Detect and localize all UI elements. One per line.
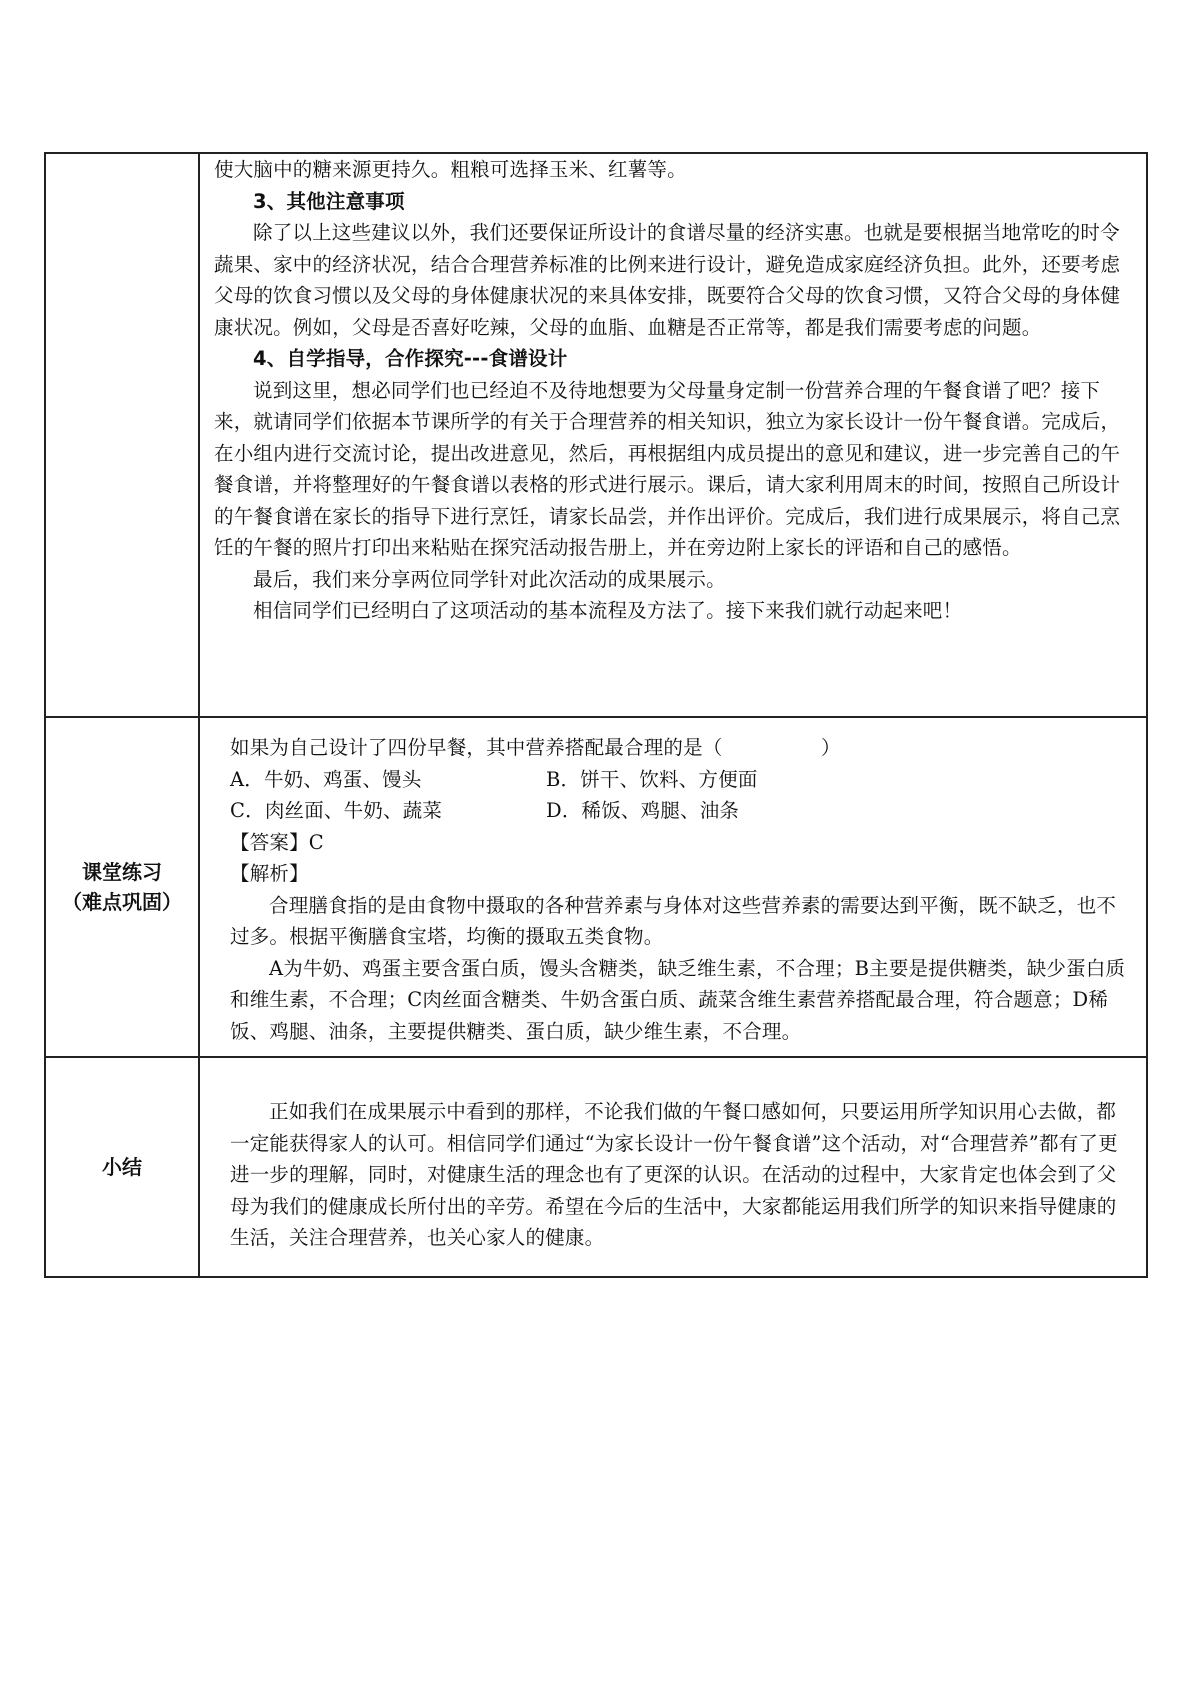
option-c: C．肉丝面、牛奶、蔬菜: [230, 799, 443, 822]
row-label-cell: [45, 1057, 199, 1277]
paragraph: 最后，我们来分享两位同学针对此次活动的成果展示。: [253, 567, 726, 591]
option-d: D．稀饭、鸡腿、油条: [546, 799, 740, 822]
table-row: [45, 1057, 1147, 1277]
paragraph: 相信同学们已经明白了这项活动的基本流程及方法了。接下来我们就行动起来吧！: [253, 599, 963, 622]
row-label-empty: [45, 153, 199, 717]
question-text: 如果为自己设计了四份早餐，其中营养搭配最合理的是（ ）: [230, 736, 841, 759]
content-cell: [199, 1057, 1147, 1277]
row-sublabel: （难点巩固）: [62, 890, 182, 914]
option-b: B．饼干、饮料、方便面: [546, 767, 758, 791]
row-label: 课堂练习: [82, 860, 162, 884]
row-label: 小结: [102, 1155, 142, 1179]
analysis-paragraph: 合理膳食指的是由食物中摄取的各种营养素与身体对这些营养素的需要达到平衡，既不缺乏，也不过多。根据平衡膳食宝塔，均衡的摄取五类食物。: [230, 893, 1117, 948]
text-line: 使大脑中的糖来源更持久。粗粮可选择玉米、红薯等。: [214, 158, 687, 181]
answer-text: 【答案】C: [230, 830, 324, 854]
lesson-table: [44, 152, 1148, 1278]
option-a: A．牛奶、鸡蛋、馒头: [230, 767, 422, 791]
table-row: [45, 153, 1147, 717]
summary-paragraph: 正如我们在成果展示中看到的那样，不论我们做的午餐口感如何，只要运用所学知识用心去做，都一定能获得家人的认可。相信同学们通过“为家长设计一份午餐食谱”这个活动，对“合理营养”都有了更进一步的理解，同时，对健康生活的理念也有了更深的认识。在活动的过程中，大家肯定也体会到了父母为我们的健康成长所付出的辛劳。希望在今后的生活中，大家都能运用我们所学的知识来指导健康的生活，关注合理营养，也关心家人的健康。: [230, 1100, 1118, 1249]
row-label-cell: [45, 717, 199, 1057]
analysis-paragraph: A为牛奶、鸡蛋主要含蛋白质，馒头含糖类，缺乏维生素，不合理；B主要是提供糖类，缺少蛋白质和维生素，不合理；C肉丝面含糖类、牛奶含蛋白质、蔬菜含维生素营养搭配最合理，符合题意；D稀饭、鸡腿、油条，主要提供糖类、蛋白质，缺少维生素，不合理。: [230, 956, 1126, 1043]
content-cell: [199, 153, 1147, 717]
paragraph: 说到这里，想必同学们也已经迫不及待地想要为父母量身定制一份营养合理的午餐食谱了吧？接下来，就请同学们依据本节课所学的有关于合理营养的相关知识，独立为家长设计一份午餐食谱。完成后，在小组内进行交流讨论，提出改进意见，然后，再根据组内成员提出的意见和建议，进一步完善自己的午餐食谱，并将整理好的午餐食谱以表格的形式进行展示。课后，请大家利用周末的时间，按照自己所设计的午餐食谱在家长的指导下进行烹饪，请家长品尝，并作出评价。完成后，我们进行成果展示，将自己烹饪的午餐的照片打印出来粘贴在探究活动报告册上，并在旁边附上家长的评语和自己的感悟。: [214, 378, 1121, 559]
table-row: [45, 717, 1147, 1057]
section-heading: 3、其他注意事项: [253, 189, 405, 213]
section-heading: 4、自学指导，合作探究---食谱设计: [253, 347, 568, 370]
analysis-title: 【解析】: [230, 862, 309, 885]
content-cell: [199, 717, 1147, 1057]
paragraph: 除了以上这些建议以外，我们还要保证所设计的食谱尽量的经济实惠。也就是要根据当地常吃的时令蔬果、家中的经济状况，结合合理营养标准的比例来进行设计，避免造成家庭经济负担。此外，还要考虑父母的饮食习惯以及父母的身体健康状况的来具体安排，既要符合父母的饮食习惯，又符合父母的身体健康状况。例如，父母是否喜好吃辣，父母的血脂、血糖是否正常等，都是我们需要考虑的问题。: [214, 221, 1121, 339]
